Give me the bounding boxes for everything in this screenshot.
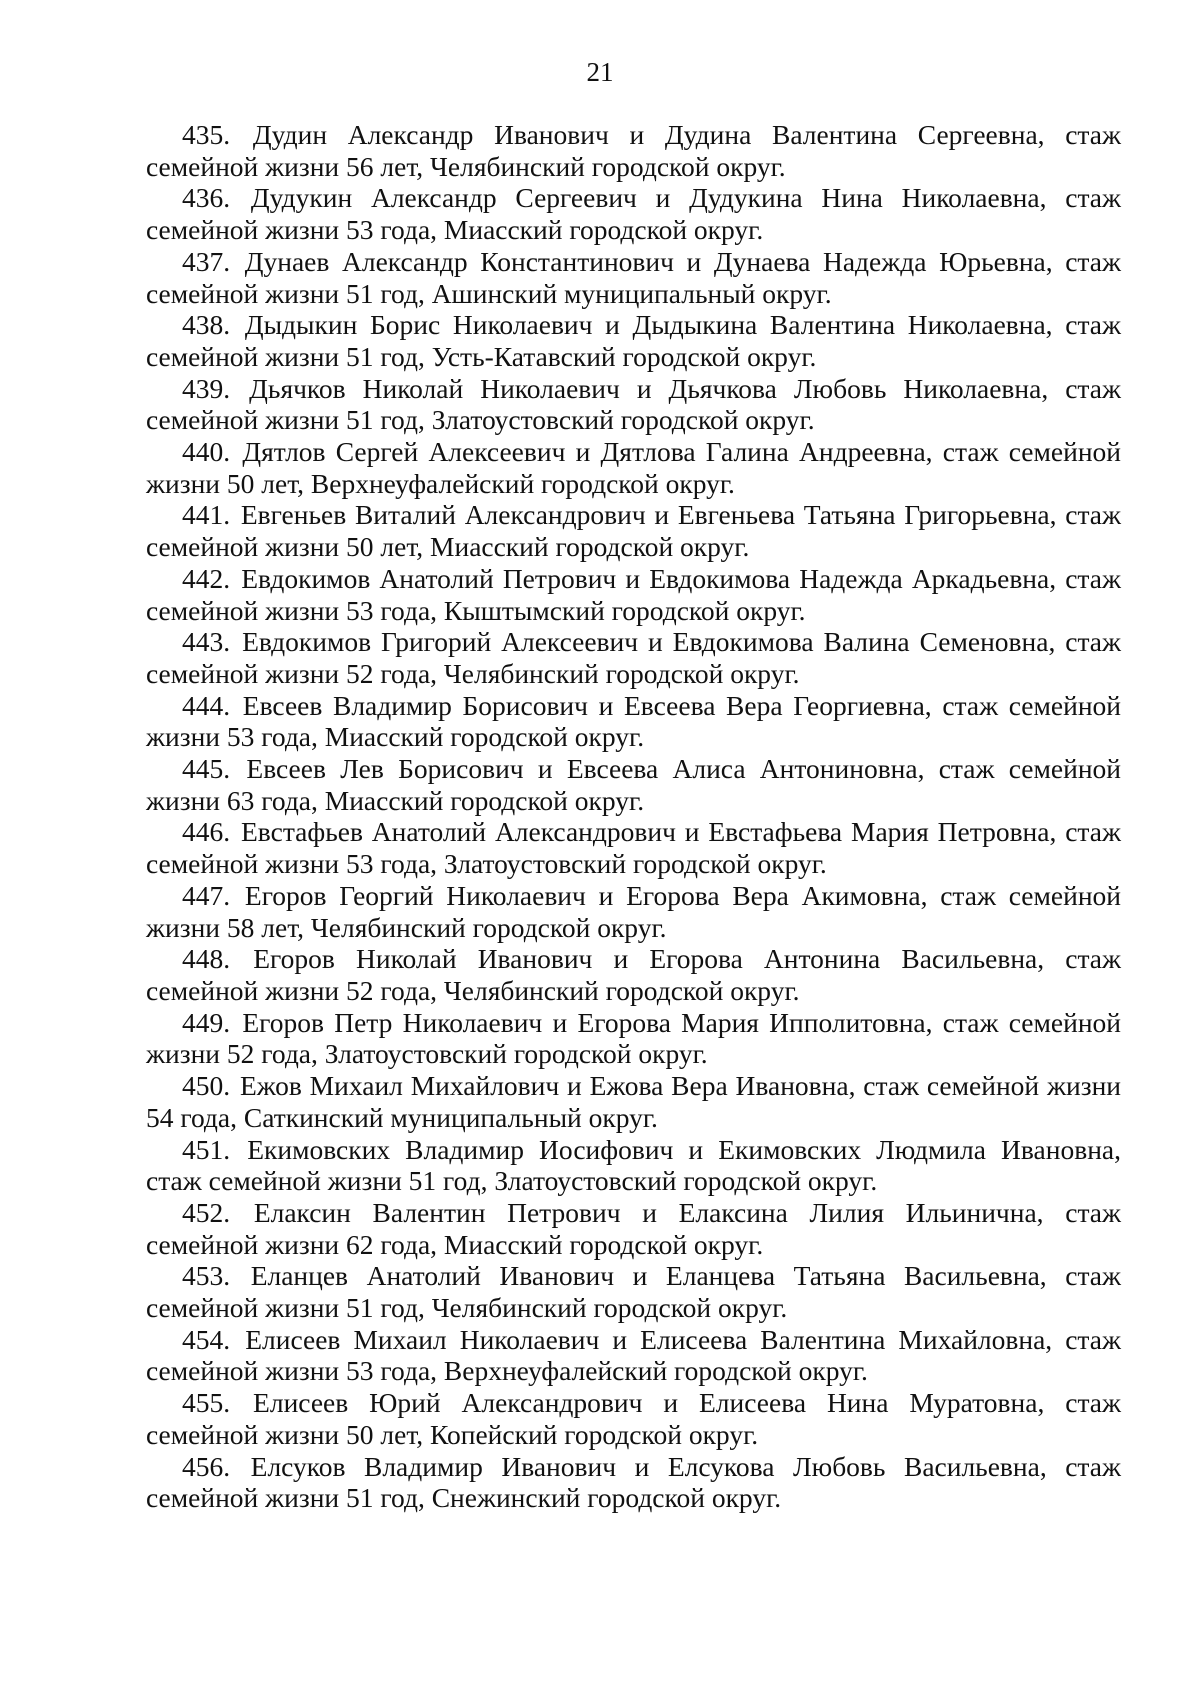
- entry-list: [146, 119, 1121, 1514]
- entry-text: Дунаев Александр Константинович и Дунаева Надежда Юрьевна, стаж семейной жизни 51 год, Ашинский муниципальный округ.: [146, 245, 1121, 309]
- entry-number: 456.: [182, 1450, 231, 1482]
- entry-number: 445.: [182, 753, 231, 785]
- list-item: [146, 1451, 1121, 1514]
- list-item: [146, 499, 1121, 562]
- list-item: [146, 626, 1121, 689]
- entry-text: Евдокимов Анатолий Петрович и Евдокимова Надежда Аркадьевна, стаж семейной жизни 53 года, Кыштымский городской округ.: [146, 562, 1121, 626]
- entry-text: Дьячков Николай Николаевич и Дьячкова Любовь Николаевна, стаж семейной жизни 51 год, Златоустовский городской округ.: [146, 372, 1121, 436]
- entry-number: 448.: [182, 943, 231, 975]
- list-item: [146, 119, 1121, 182]
- entry-number: 440.: [182, 436, 231, 468]
- entry-number: 454.: [182, 1323, 231, 1355]
- entry-text: Елсуков Владимир Иванович и Елсукова Любовь Васильевна, стаж семейной жизни 51 год, Снежинский городской округ.: [146, 1450, 1121, 1514]
- list-item: [146, 436, 1121, 499]
- list-item: [146, 1007, 1121, 1070]
- entry-text: Егоров Петр Николаевич и Егорова Мария Ипполитовна, стаж семейной жизни 52 года, Златоустовский городской округ.: [146, 1006, 1122, 1070]
- entry-number: 439.: [182, 372, 231, 404]
- entry-text: Евстафьев Анатолий Александрович и Евстафьева Мария Петровна, стаж семейной жизни 53 года, Златоустовский городской округ.: [146, 816, 1121, 880]
- entry-text: Елаксин Валентин Петрович и Елаксина Лилия Ильинична, стаж семейной жизни 62 года, Миасский городской округ.: [146, 1196, 1121, 1260]
- entry-number: 442.: [182, 562, 231, 594]
- entry-number: 441.: [182, 499, 231, 531]
- entry-text: Дятлов Сергей Алексеевич и Дятлова Галина Андреевна, стаж семейной жизни 50 лет, Верхнеуфалейский городской округ.: [146, 436, 1122, 499]
- list-item: [146, 1324, 1121, 1387]
- list-item: [146, 1197, 1121, 1260]
- list-item: [146, 182, 1121, 245]
- list-item: [146, 309, 1121, 372]
- entry-text: Дудин Александр Иванович и Дудина Валентина Сергеевна, стаж семейной жизни 56 лет, Челябинский городской округ.: [146, 119, 1121, 182]
- list-item: [146, 1070, 1121, 1133]
- entry-text: Евсеев Лев Борисович и Евсеева Алиса Антониновна, стаж семейной жизни 63 года, Миасский городской округ.: [146, 753, 1122, 816]
- entry-text: Егоров Георгий Николаевич и Егорова Вера Акимовна, стаж семейной жизни 58 лет, Челябинский городской округ.: [146, 879, 1122, 943]
- entry-number: 435.: [182, 119, 231, 150]
- entry-number: 436.: [182, 182, 231, 214]
- list-item: [146, 1134, 1121, 1197]
- entry-number: 446.: [182, 816, 231, 848]
- entry-number: 455.: [182, 1387, 231, 1419]
- entry-number: 444.: [182, 689, 231, 721]
- entry-text: Евдокимов Григорий Алексеевич и Евдокимова Валина Семеновна, стаж семейной жизни 52 года, Челябинский городской округ.: [146, 626, 1122, 689]
- list-item: [146, 753, 1121, 816]
- list-item: [146, 943, 1121, 1006]
- list-item: [146, 373, 1121, 436]
- entry-text: Екимовских Владимир Иосифович и Екимовских Людмила Ивановна, стаж семейной жизни 51 год, Златоустовский городской округ.: [146, 1133, 1121, 1197]
- list-item: [146, 1387, 1121, 1450]
- entry-number: 453.: [182, 1260, 231, 1292]
- entry-number: 452.: [182, 1196, 231, 1228]
- entry-text: Евгеньев Виталий Александрович и Евгеньева Татьяна Григорьевна, стаж семейной жизни 50 лет, Миасский городской округ.: [146, 499, 1121, 563]
- entry-text: Дудукин Александр Сергеевич и Дудукина Нина Николаевна, стаж семейной жизни 53 года, Миасский городской округ.: [146, 182, 1122, 246]
- entry-text: Евсеев Владимир Борисович и Евсеева Вера Георгиевна, стаж семейной жизни 53 года, Миасский городской округ.: [146, 689, 1122, 753]
- entry-number: 450.: [182, 1070, 231, 1102]
- list-item: [146, 563, 1121, 626]
- entry-number: 449.: [182, 1006, 231, 1038]
- list-item: [146, 690, 1121, 753]
- entry-number: 447.: [182, 879, 231, 911]
- entry-text: Егоров Николай Иванович и Егорова Антонина Васильевна, стаж семейной жизни 52 года, Челябинский городской округ.: [146, 943, 1121, 1006]
- list-item: [146, 1260, 1121, 1323]
- entry-text: Елисеев Юрий Александрович и Елисеева Нина Муратовна, стаж семейной жизни 50 лет, Копейский городской округ.: [146, 1387, 1121, 1450]
- entry-text: Дыдыкин Борис Николаевич и Дыдыкина Валентина Николаевна, стаж семейной жизни 51 год, Усть-Катавский городской округ.: [146, 309, 1121, 372]
- entry-text: Ежов Михаил Михайлович и Ежова Вера Ивановна, стаж семейной жизни 54 года, Саткинский муниципальный округ.: [146, 1070, 1122, 1133]
- entry-number: 438.: [182, 309, 231, 341]
- list-item: [146, 880, 1121, 943]
- entry-text: Еланцев Анатолий Иванович и Еланцева Татьяна Васильевна, стаж семейной жизни 51 год, Челябинский городской округ.: [146, 1260, 1122, 1324]
- entry-text: Елисеев Михаил Николаевич и Елисеева Валентина Михайловна, стаж семейной жизни 53 года, Верхнеуфалейский городской округ.: [146, 1323, 1121, 1387]
- list-item: [146, 816, 1121, 879]
- page-number: 21: [586, 57, 614, 87]
- entry-number: 443.: [182, 626, 231, 658]
- entry-number: 451.: [182, 1133, 231, 1165]
- list-item: [146, 246, 1121, 309]
- entry-number: 437.: [182, 245, 231, 277]
